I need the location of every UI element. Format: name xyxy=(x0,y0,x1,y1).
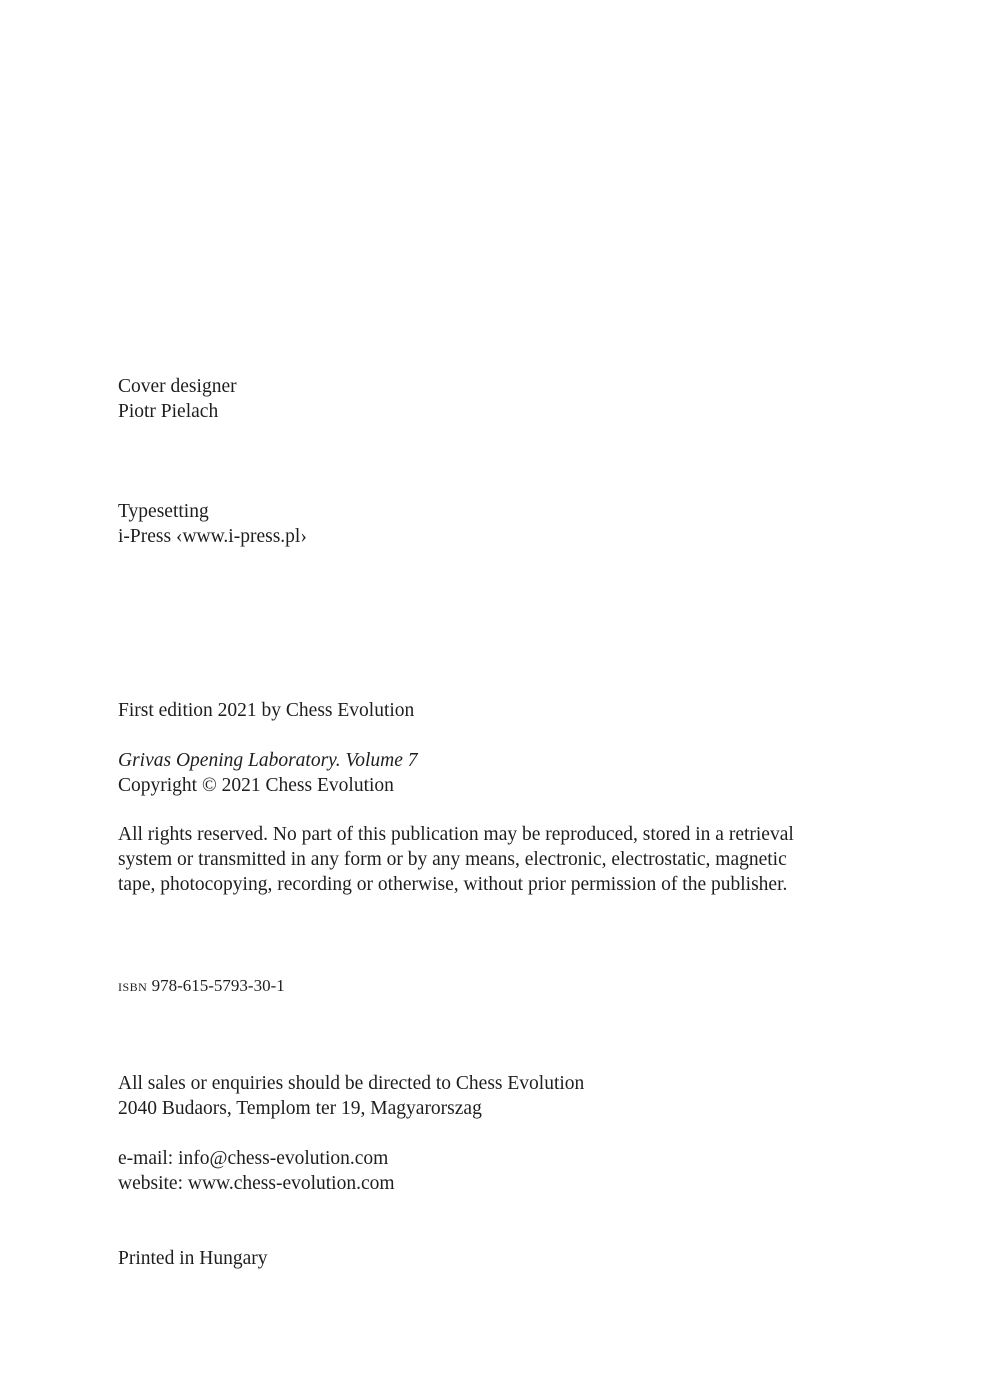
typesetting-value: i-Press ‹www.i-press.pl› xyxy=(118,526,307,547)
rights-line: tape, photocopying, recording or otherwise, without prior permission of the publisher. xyxy=(118,874,788,895)
isbn-number: 978-615-5793-30-1 xyxy=(151,976,285,995)
contact-website: website: www.chess-evolution.com xyxy=(118,1173,395,1194)
isbn-line xyxy=(118,973,285,998)
book-title: Grivas Opening Laboratory. Volume 7 xyxy=(118,750,418,771)
edition-statement: First edition 2021 by Chess Evolution xyxy=(118,700,415,721)
rights-line: system or transmitted in any form or by any means, electronic, electrostatic, magnetic xyxy=(118,849,787,870)
printed-in: Printed in Hungary xyxy=(118,1248,268,1269)
contact-email: e-mail: info@chess-evolution.com xyxy=(118,1148,389,1169)
cover-designer-name: Piotr Pielach xyxy=(118,401,219,422)
rights-reserved-notice xyxy=(118,822,858,897)
typesetting-label: Typesetting xyxy=(118,501,209,522)
rights-line: All rights reserved. No part of this publication may be reproduced, stored in a retrieval xyxy=(118,824,794,845)
copyright-notice: Copyright © 2021 Chess Evolution xyxy=(118,775,394,796)
cover-designer-label: Cover designer xyxy=(118,376,237,397)
publisher-address: 2040 Budaors, Templom ter 19, Magyarorszag xyxy=(118,1098,482,1119)
sales-enquiries: All sales or enquiries should be directed to Chess Evolution xyxy=(118,1073,585,1094)
isbn-prefix: isbn xyxy=(118,976,148,995)
